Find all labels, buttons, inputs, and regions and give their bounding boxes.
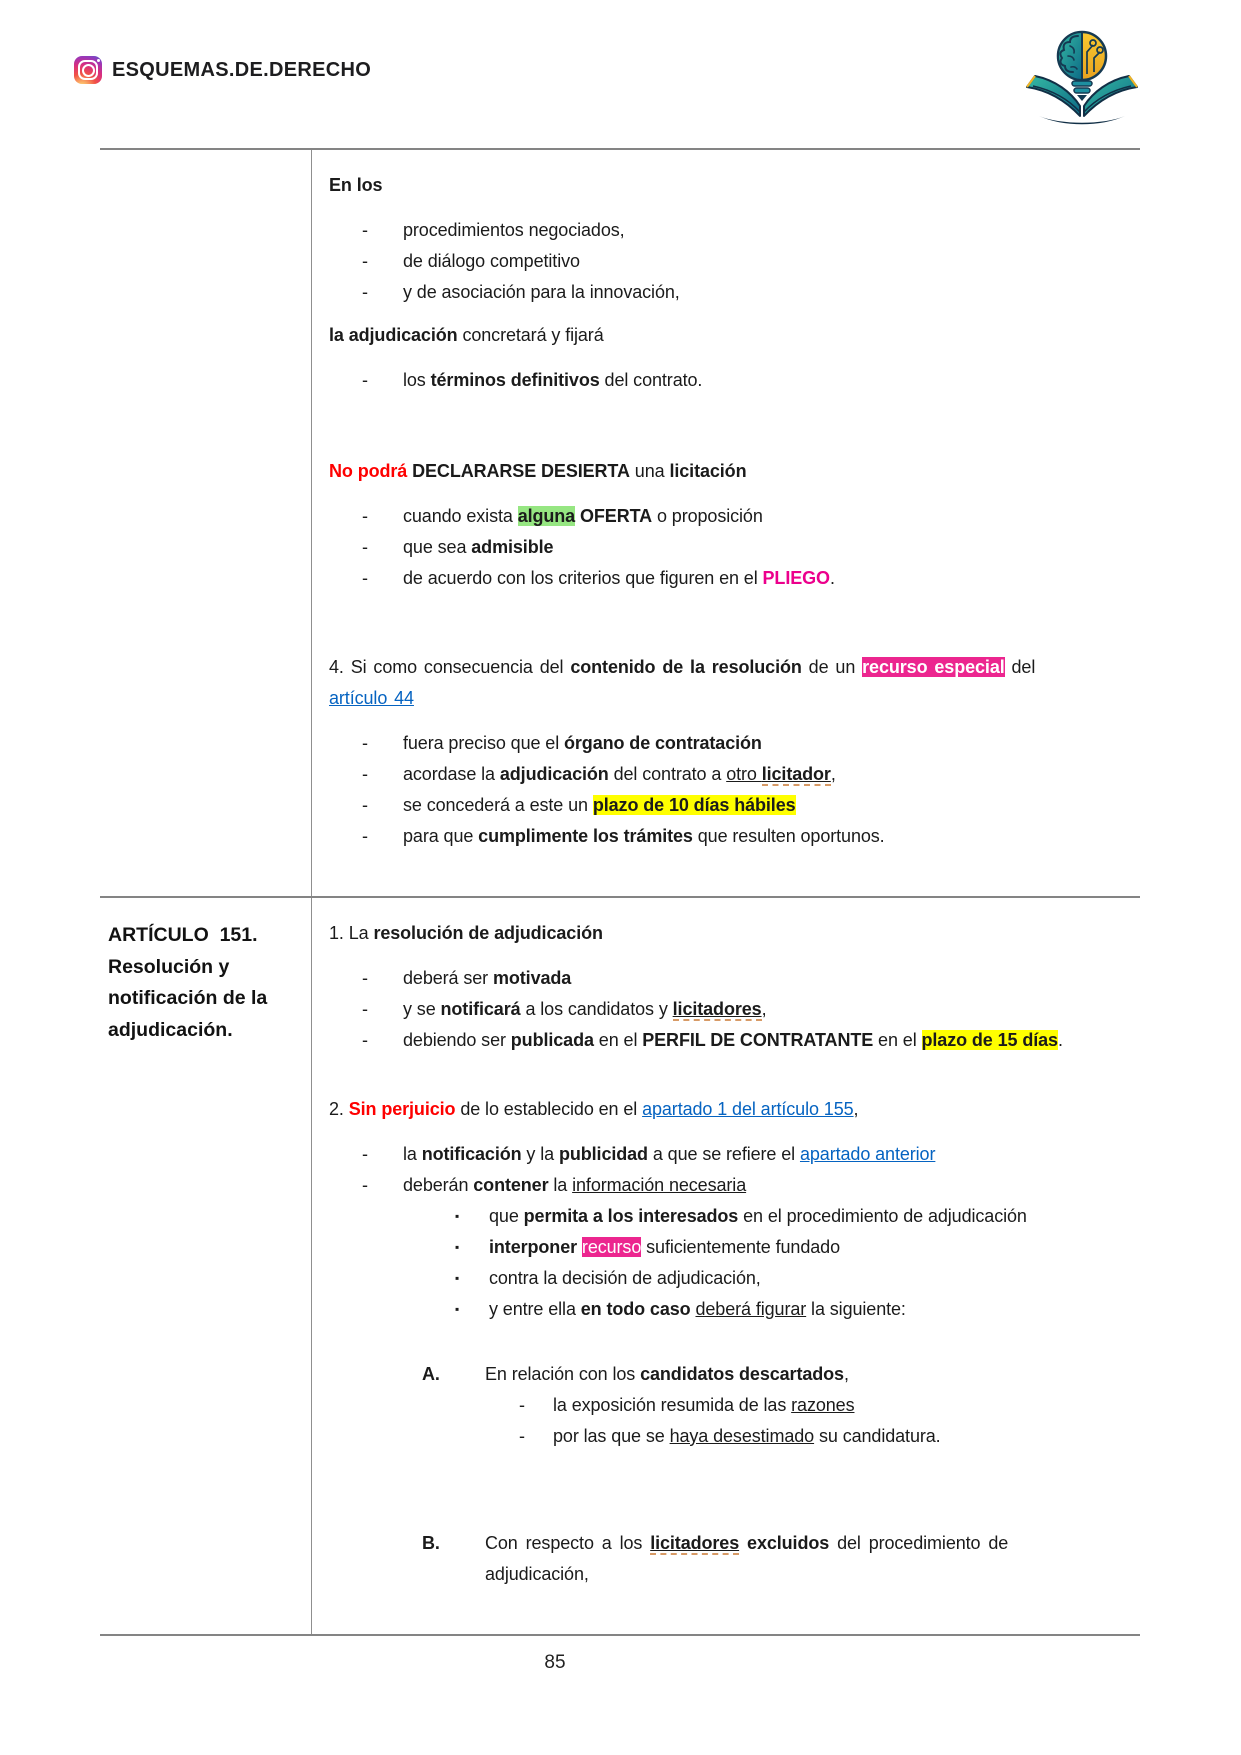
lettered-item: [329, 1359, 1063, 1390]
paragraph: [329, 652, 1035, 714]
text-segment: en el: [593, 1030, 643, 1050]
bullet-text: [403, 365, 702, 396]
text-segment: a que se refiere el: [647, 1144, 800, 1164]
text-segment: y la: [521, 1144, 559, 1164]
text-segment: de lo establecido en el: [455, 1099, 643, 1119]
text-segment: En relación con los: [485, 1364, 641, 1384]
text-segment: 4. Si como consecuencia del: [329, 657, 571, 677]
bullet-marker: -: [362, 1030, 368, 1050]
brand-title: ESQUEMAS.DE.DERECHO: [112, 58, 372, 81]
text-segment: que resulten oportunos.: [692, 826, 885, 846]
text-segment: otro: [726, 764, 762, 784]
brain-book-logo-icon: [1023, 24, 1141, 128]
text-segment: términos definitivos: [430, 370, 600, 390]
bullet-text: [403, 821, 885, 852]
text-segment: notificará: [440, 999, 521, 1019]
text-segment: de un: [801, 657, 863, 677]
bullet-marker: -: [362, 733, 368, 753]
text-segment: la siguiente:: [806, 1299, 906, 1319]
text-segment: licitador: [761, 764, 831, 784]
table-row: [100, 896, 1140, 1634]
text-segment: suficientemente fundado: [641, 1237, 840, 1257]
text-segment: del contrato a: [608, 764, 727, 784]
text-segment: para que: [403, 826, 479, 846]
bullet-item: [329, 532, 1035, 563]
bullet-marker: ▪: [455, 1240, 460, 1254]
text-segment: Con respecto a los: [485, 1533, 651, 1553]
bullet-marker: -: [362, 1144, 368, 1164]
text-segment: candidatos descartados: [640, 1364, 844, 1384]
text-segment: ,: [830, 764, 836, 784]
text-segment: excluidos: [747, 1533, 830, 1553]
text-segment: cuando exista: [403, 506, 518, 526]
text-segment: y de asociación para la innovación,: [403, 282, 680, 302]
text-segment: contenido de la resolución: [570, 657, 802, 677]
text-segment: concretará y fijará: [457, 325, 604, 345]
text-segment: 2.: [329, 1099, 349, 1119]
text-segment: motivada: [492, 968, 572, 988]
header: [0, 0, 1241, 148]
page-footer: [0, 1652, 1110, 1674]
text-segment: del procedimiento de: [829, 1533, 1009, 1553]
instagram-icon: [74, 56, 102, 84]
bullet-marker: ▪: [455, 1209, 460, 1223]
paragraph: [329, 1094, 1063, 1125]
text-segment: 1. La: [329, 923, 374, 943]
bullet-text: [403, 963, 571, 994]
text-segment: procedimientos negociados,: [403, 220, 625, 240]
text-segment: haya desestimado: [669, 1426, 815, 1446]
text-segment: plazo de 10 días hábiles: [592, 795, 796, 815]
nested-bullet-item: [329, 1390, 1063, 1421]
bullet-item: [329, 1025, 1063, 1056]
text-segment: deberá ser: [403, 968, 493, 988]
bullet-marker: -: [362, 568, 368, 588]
bullet-text: [403, 790, 796, 821]
text-segment: debiendo ser: [403, 1030, 511, 1050]
text-segment: la: [403, 1144, 422, 1164]
text-segment: acordase la: [403, 764, 500, 784]
bullet-item: [329, 277, 1035, 308]
brand: [74, 56, 371, 84]
text-segment: .: [1057, 1030, 1063, 1050]
content-cell: [312, 150, 1153, 896]
text-segment: del: [1004, 657, 1036, 677]
text-segment: o proposición: [652, 506, 763, 526]
bullet-text: [403, 994, 766, 1025]
instagram-icon-lens: [82, 64, 95, 77]
bullet-marker: -: [362, 506, 368, 526]
text-segment: notificación: [421, 1144, 522, 1164]
bullet-marker: -: [519, 1395, 525, 1415]
text-segment: OFERTA: [580, 506, 653, 526]
bullet-marker: -: [362, 220, 368, 240]
text-segment: del contrato.: [599, 370, 703, 390]
article-label-cell: [100, 898, 312, 1634]
sub-bullet-item: [329, 1263, 1063, 1294]
bullet-text: [489, 1201, 1027, 1232]
bullet-marker: -: [362, 826, 368, 846]
text-segment: Sin perjuicio: [348, 1099, 456, 1119]
sub-bullet-item: [329, 1232, 1063, 1263]
bullet-item: [329, 1170, 1063, 1201]
bullet-item: [329, 759, 1035, 790]
text-segment: que sea: [403, 537, 472, 557]
text-segment: en el procedimiento de adjudicación: [738, 1206, 1027, 1226]
text-segment: PERFIL DE CONTRATANTE: [642, 1030, 874, 1050]
text-segment: de acuerdo con los criterios que figuren en el: [403, 568, 763, 588]
text-segment: No podrá: [329, 461, 408, 481]
text-segment: plazo de 15 días: [921, 1030, 1058, 1050]
bullet-text: [553, 1390, 854, 1421]
content-cell: [312, 898, 1181, 1634]
link[interactable]: artículo 44: [329, 688, 414, 708]
text-segment: por las que se: [553, 1426, 670, 1446]
text-segment: y se: [403, 999, 441, 1019]
bullet-marker: -: [362, 764, 368, 784]
bullet-marker: -: [362, 1175, 368, 1195]
text-segment: que: [489, 1206, 524, 1226]
bullet-item: [329, 963, 1063, 994]
text-segment: .: [829, 568, 835, 588]
text-segment: deberá figurar: [695, 1299, 807, 1319]
bullet-text: [403, 759, 836, 790]
text-segment: PLIEGO: [762, 568, 830, 588]
text-segment: licitación: [669, 461, 747, 481]
bullet-text: [489, 1232, 840, 1263]
text-segment: ,: [761, 999, 767, 1019]
text-segment: alguna: [517, 506, 576, 526]
paragraph: [329, 170, 1035, 201]
bullet-item: [329, 821, 1035, 852]
bullet-text: [489, 1294, 906, 1325]
text-segment: adjudicación,: [485, 1564, 589, 1584]
text-segment: en el: [873, 1030, 922, 1050]
bullet-text: [403, 1139, 935, 1170]
table-row: [100, 150, 1140, 896]
text-segment: publicidad: [558, 1144, 648, 1164]
text-segment: En los: [329, 175, 383, 195]
text-segment: la: [548, 1175, 573, 1195]
text-segment: adjudicación: [499, 764, 609, 784]
text-segment: fuera preciso que el: [403, 733, 564, 753]
bullet-text: [403, 728, 762, 759]
text-segment: cumplimente los trámites: [478, 826, 693, 846]
schema-table: [100, 148, 1140, 1636]
bullet-item: [329, 1139, 1063, 1170]
text-segment: a los candidatos y: [520, 999, 673, 1019]
bullet-item: [329, 728, 1035, 759]
text-segment: se concederá a este un: [403, 795, 593, 815]
bullet-item: [329, 246, 1035, 277]
text-segment: y entre ella: [489, 1299, 581, 1319]
text-segment: publicada: [510, 1030, 594, 1050]
bullet-item: [329, 365, 1035, 396]
text-segment: información necesaria: [572, 1175, 747, 1195]
text-segment: ,: [853, 1099, 859, 1119]
bullet-text: [485, 1528, 1008, 1590]
text-segment: ,: [843, 1364, 849, 1384]
article-label: ARTÍCULO 151. Resolución y notificación de la adjudicación.: [108, 924, 268, 1041]
bullet-item: [329, 501, 1035, 532]
bullet-item: [329, 563, 1035, 594]
bullet-marker: -: [362, 537, 368, 557]
text-segment: recurso: [581, 1237, 642, 1257]
article-label-cell: [100, 150, 312, 896]
text-segment: admisible: [471, 537, 554, 557]
link[interactable]: apartado anterior: [799, 1144, 936, 1164]
paragraph: [329, 320, 1035, 351]
bullet-item: [329, 790, 1035, 821]
bullet-text: [403, 277, 680, 308]
bullet-text: [403, 501, 763, 532]
text-segment: licitadores: [650, 1533, 740, 1553]
text-segment: su candidatura.: [814, 1426, 941, 1446]
text-segment: la exposición resumida de las: [553, 1395, 792, 1415]
paragraph: [329, 918, 1063, 949]
bullet-text: [485, 1359, 849, 1390]
bullet-text: [553, 1421, 941, 1452]
bullet-marker: A.: [422, 1364, 440, 1384]
bullet-marker: ▪: [455, 1302, 460, 1316]
text-segment: contra la decisión de adjudicación,: [489, 1268, 761, 1288]
text-segment: la adjudicación: [329, 325, 458, 345]
bullet-marker: ▪: [455, 1271, 460, 1285]
paragraph: [329, 456, 1035, 487]
text-segment: órgano de contratación: [564, 733, 762, 753]
bullet-text: [489, 1263, 761, 1294]
text-segment: en todo caso: [580, 1299, 691, 1319]
link[interactable]: apartado 1 del artículo 155: [642, 1099, 854, 1119]
bullet-text: [403, 1025, 1063, 1056]
text-segment: recurso especial: [862, 657, 1005, 677]
bullet-text: [403, 532, 553, 563]
text-segment: permita a los interesados: [523, 1206, 739, 1226]
bullet-marker: -: [519, 1426, 525, 1446]
brain-book-logo: [1023, 24, 1141, 133]
bullet-marker: -: [362, 282, 368, 302]
bullet-text: [403, 246, 580, 277]
text-segment: deberán: [403, 1175, 474, 1195]
text-segment: razones: [791, 1395, 855, 1415]
text-segment: [739, 1533, 747, 1553]
bullet-text: [403, 215, 625, 246]
bullet-text: [403, 1170, 746, 1201]
instagram-icon-dot: [97, 59, 100, 62]
bullet-item: [329, 215, 1035, 246]
bullet-text: [403, 563, 835, 594]
bullet-marker: -: [362, 795, 368, 815]
bullet-item: [329, 994, 1063, 1025]
text-segment: contener: [473, 1175, 549, 1195]
bullet-marker: -: [362, 251, 368, 271]
nested-bullet-item: [329, 1421, 1063, 1452]
bullet-marker: -: [362, 999, 368, 1019]
text-segment: de diálogo competitivo: [403, 251, 580, 271]
bullet-marker: B.: [422, 1533, 440, 1553]
lettered-item: [329, 1528, 1063, 1590]
text-segment: una: [629, 461, 670, 481]
text-segment: los: [403, 370, 431, 390]
text-segment: licitadores: [672, 999, 762, 1019]
text-segment: DECLARARSE DESIERTA: [412, 461, 630, 481]
text-segment: interponer: [489, 1237, 578, 1257]
sub-bullet-item: [329, 1201, 1063, 1232]
page-number: 85: [544, 1652, 566, 1673]
bullet-marker: -: [362, 370, 368, 390]
text-segment: resolución de adjudicación: [373, 923, 603, 943]
bullet-marker: -: [362, 968, 368, 988]
sub-bullet-item: [329, 1294, 1063, 1325]
